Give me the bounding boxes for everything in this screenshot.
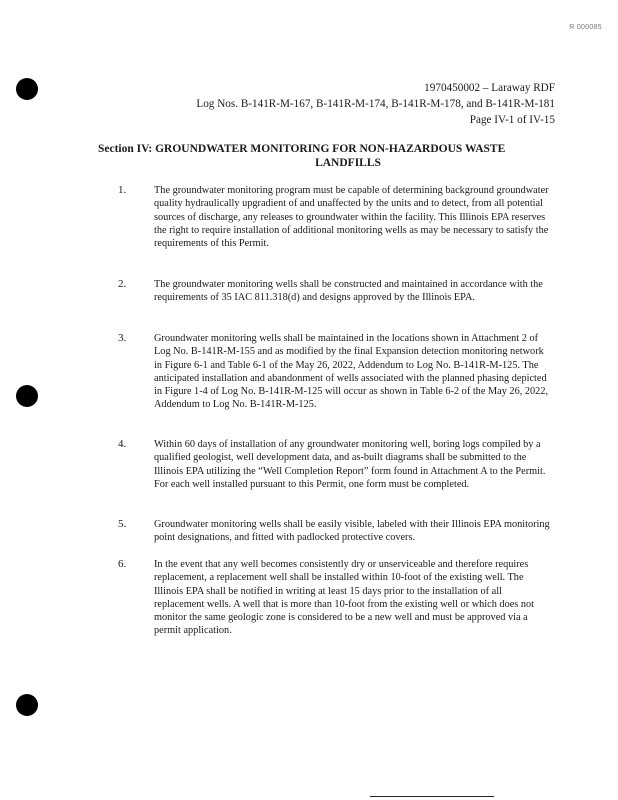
item-text: In the event that any well becomes consistently dry or unserviceable and therefore requires replacement, a replacement well shall be installed within 10-foot of the existing well. The Illinois EPA shall be notified in writing at least 15 days prior to the installation of all replacement wells. A well that is more than 10-foot from the existing well or which does not monitor the same geologic zone is considered to be a new well and must be approved via a permit application. xyxy=(154,559,535,637)
item-number: 5. xyxy=(118,518,127,530)
section-label: Section IV: xyxy=(98,143,153,155)
item-text: The groundwater monitoring wells shall be constructed and maintained in accordance with the requirements of 35 IAC 811.318(d) and designs approved by the Illinois EPA. xyxy=(154,279,543,304)
facility-id-line: 1970450002 – Laraway RDF xyxy=(424,82,555,94)
section-heading-line1: GROUNDWATER MONITORING FOR NON-HAZARDOUS WASTE xyxy=(155,143,506,155)
item-text: Within 60 days of installation of any groundwater monitoring well, boring logs compiled by a qualified geologist, well development data, and as-built diagrams shall be submitted to the Illinois EPA utilizing the “Well Completion Report” form found in Attachment A to the Permit. For each well installed pursuant to this Permit, one form must be completed. xyxy=(154,439,546,490)
item-number: 2. xyxy=(118,278,127,290)
item-text: The groundwater monitoring program must be capable of determining background groundwater quality hydraulically upgradient of and unaffected by the units and to detect, from all potential sources of discharge, any releases to groundwater within the facility. This Illinois EPA reserves the right to require installation of additional monitoring wells as may be necessary to satisfy the requirements of this Permit. xyxy=(154,185,549,250)
item-text: Groundwater monitoring wells shall be easily visible, labeled with their Illinois EPA monitoring point designations, and fitted with padlocked protective covers. xyxy=(154,519,550,544)
log-numbers-line: Log Nos. B-141R-M-167, B-141R-M-174, B-141R-M-178, and B-141R-M-181 xyxy=(196,98,555,110)
bates-stamp: R 000085 xyxy=(569,24,602,31)
page-number-line: Page IV-1 of IV-15 xyxy=(469,114,555,126)
item-number: 4. xyxy=(118,438,127,450)
item-number: 3. xyxy=(118,332,127,344)
page-header xyxy=(196,80,555,128)
item-text: Groundwater monitoring wells shall be maintained in the locations shown in Attachment 2 of Log No. B-141R-M-155 and as modified by the final Expansion detection monitoring network in Figure 6-1 and Table 6-1 of the May 26, 2022, Addendum to Log No. B-141R-M-125. The anticipated installation and abandonment of wells associated with the planned phasing depicted in Figure 1-4 of Log No. B-141R-M-125 will occur as shown in Table 6-2 of the May 26, 2022, Addendum to Log No. B-141R-M-125. xyxy=(154,333,549,411)
punch-hole xyxy=(16,385,38,407)
item-number: 1. xyxy=(118,184,127,196)
item-number: 6. xyxy=(118,558,127,570)
section-heading-line2: LANDFILLS xyxy=(315,157,381,169)
signature-line xyxy=(370,796,494,797)
section-title xyxy=(98,142,558,170)
punch-hole xyxy=(16,694,38,716)
punch-hole xyxy=(16,78,38,100)
